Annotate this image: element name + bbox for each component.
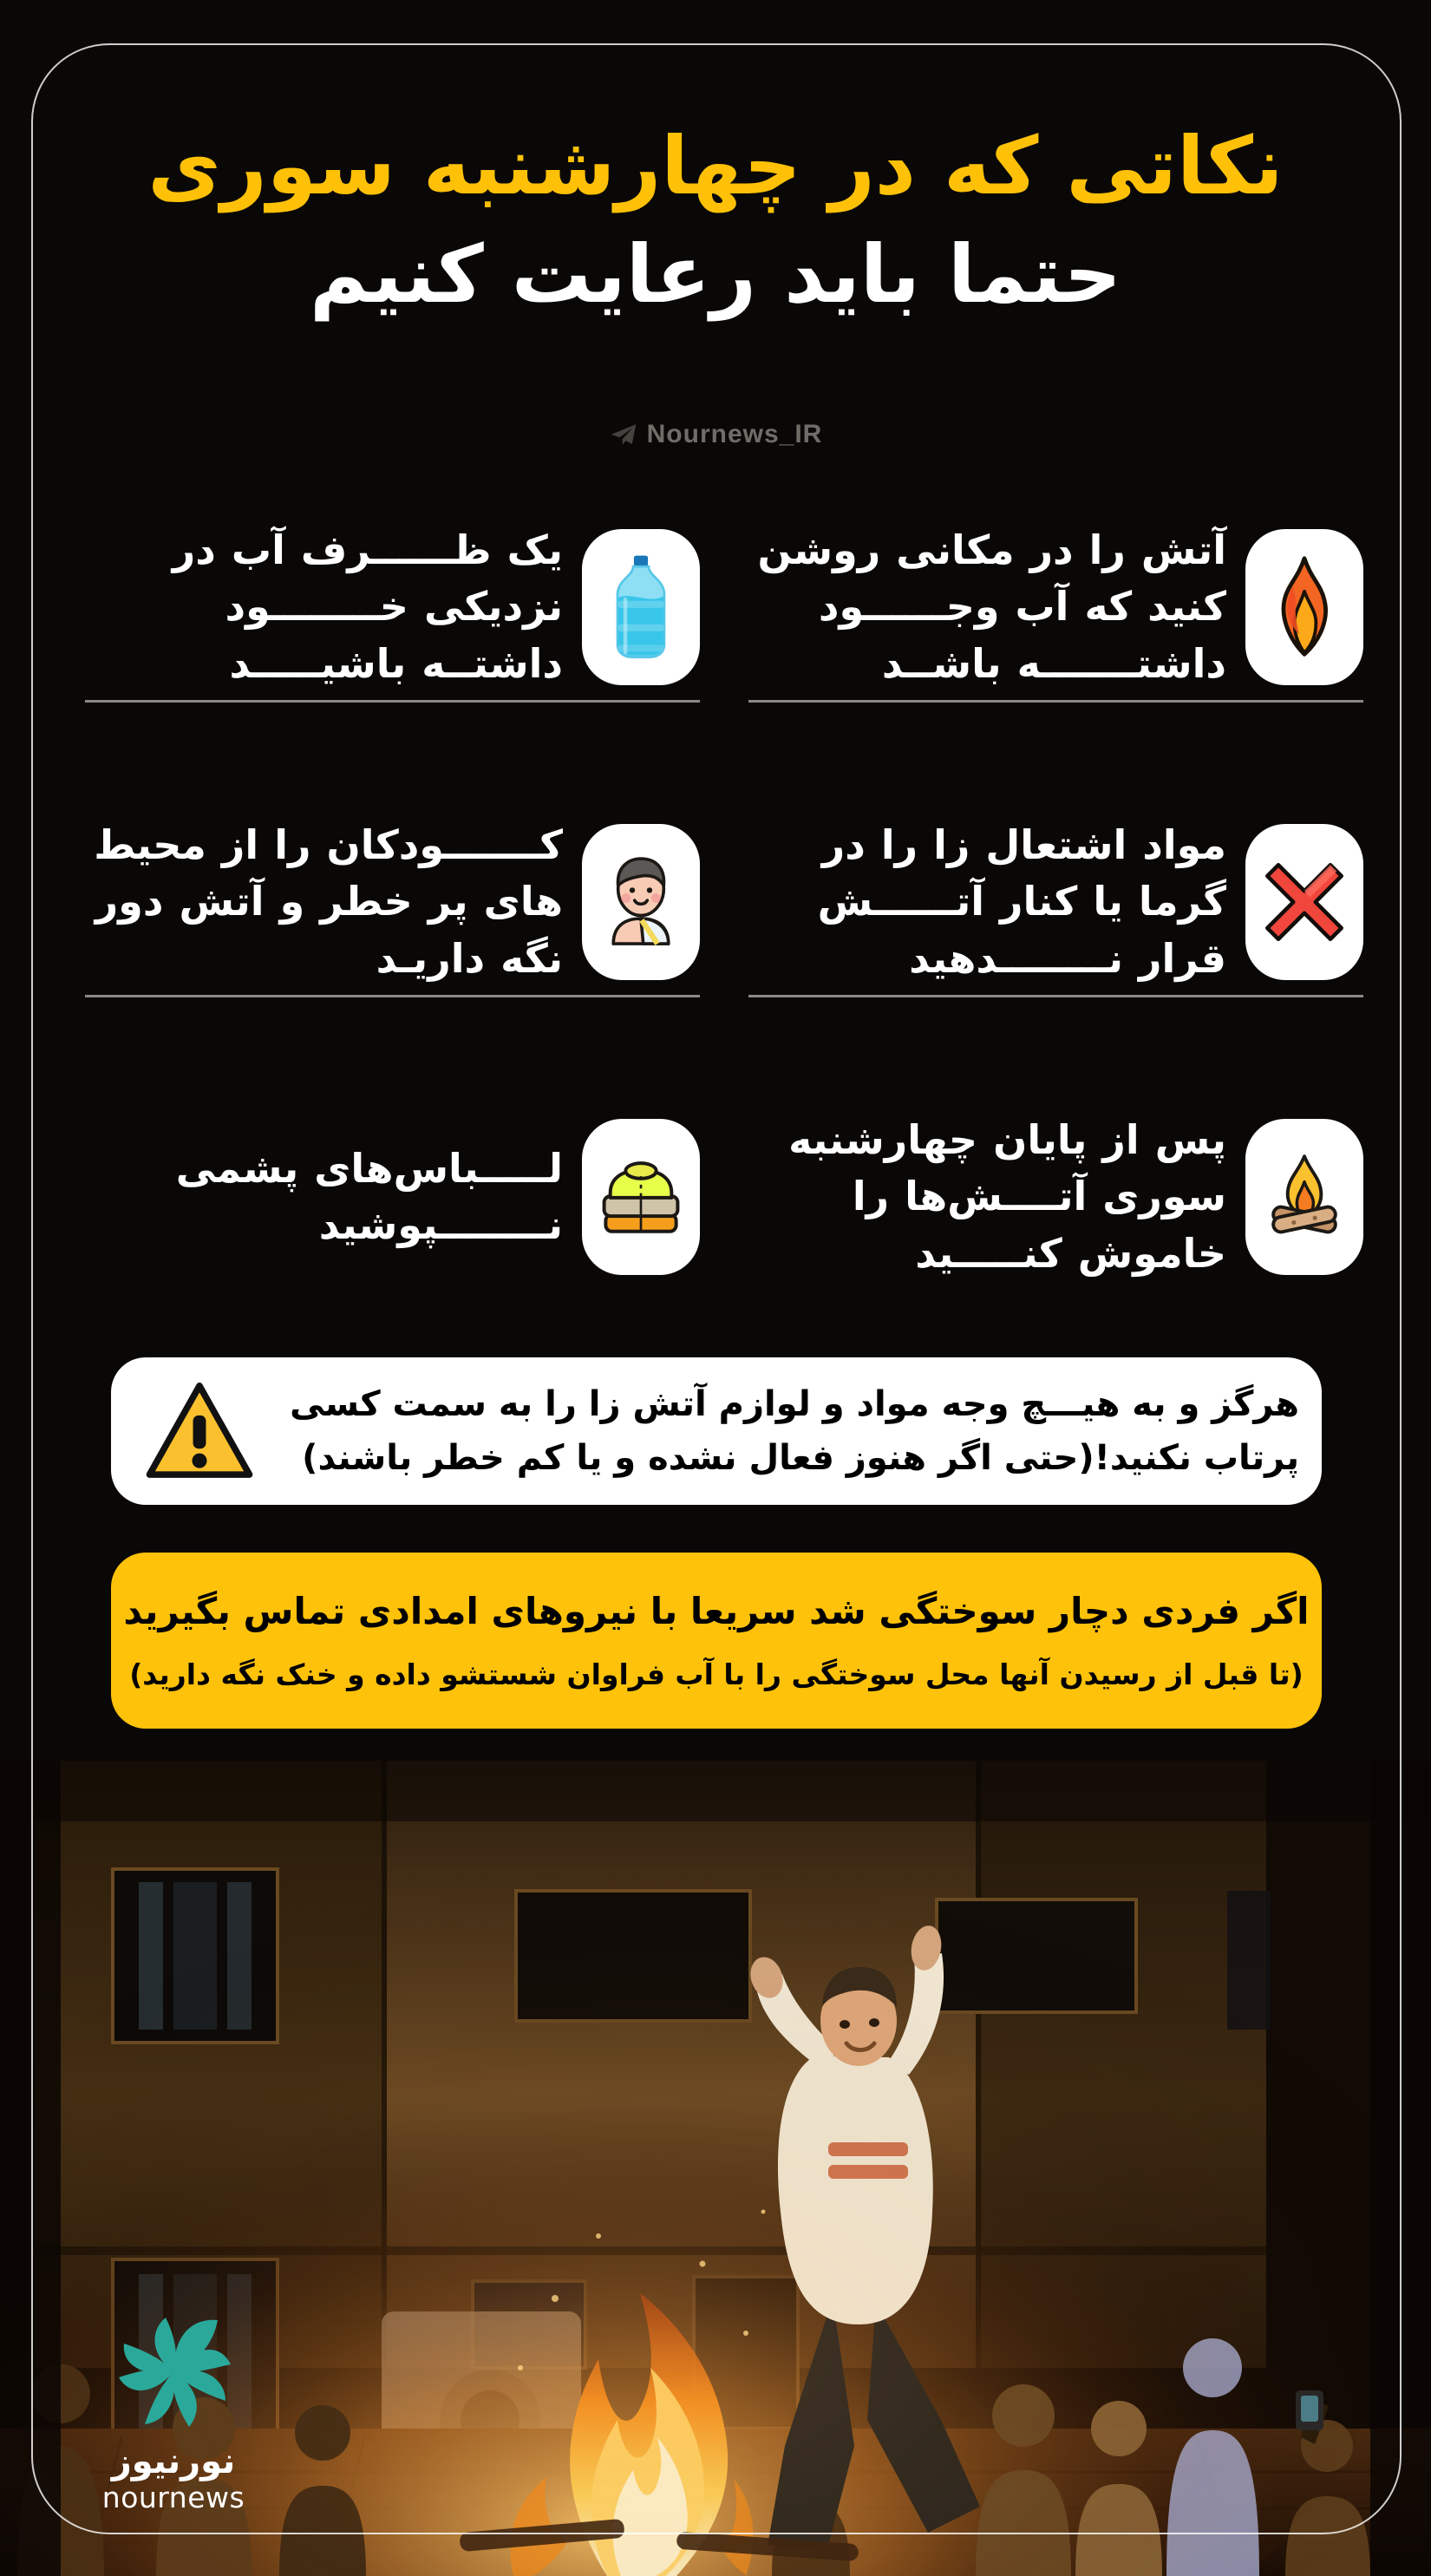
warning-banner-text: هرگز و به هیـــچ وجه مواد و لوازم آتش زا را به سمت کسی پرتاب نکنید!(حتی اگر هنوز فعال نشده و یا کم خطر باشند) <box>290 1384 1299 1478</box>
emergency-banner-main-text: اگر فردی دچار سوختگی شد سریعا با نیروهای امدادی تماس بگیرید <box>123 1590 1310 1632</box>
tips-grid <box>52 460 1379 1344</box>
warning-banner <box>111 1357 1322 1505</box>
tip-text: لـــــباس‌های پشمی نــــــــپوشید <box>175 1144 563 1248</box>
fire-flame-icon <box>1245 529 1363 685</box>
tip-item-extinguish-fire <box>716 1049 1379 1344</box>
watermark-label: Nournews_IR <box>646 420 823 448</box>
water-bottle-icon <box>582 529 700 685</box>
emergency-banner <box>111 1553 1322 1729</box>
tip-item-keep-children-away <box>52 755 716 1049</box>
tip-text: آتش را در مکانی روشن کنید که آب وجــــــود داشتـــــــه باشــد <box>757 526 1226 687</box>
title-line-1: نکاتی که در چهارشنبه سوری <box>147 120 1284 212</box>
tip-item-water-container <box>52 460 716 755</box>
folded-clothes-icon <box>582 1119 700 1275</box>
emergency-banner-sub-text: (تا قبل از رسیدن آنها محل سوختگی را با آب فراوان شستشو داده و خنک نگه دارید) <box>129 1657 1304 1691</box>
warning-triangle-icon <box>142 1375 257 1487</box>
channel-watermark <box>0 420 1431 449</box>
tip-text: پس از پایان چهارشنبه سوری آتــــش‌ها را خاموش کنـــــید <box>788 1116 1226 1277</box>
tip-item-no-flammables <box>716 755 1379 1049</box>
paper-plane-icon <box>609 423 638 446</box>
red-cross-icon <box>1245 824 1363 980</box>
campfire-icon <box>1245 1119 1363 1275</box>
tip-text: کـــــــودکان را از محیط های پر خطر و آتش دور نگه داریـد <box>94 821 563 982</box>
logo-name-fa: نورنیوز <box>111 2442 236 2481</box>
logo-name-en: nournews <box>101 2481 245 2514</box>
tip-text: یک ظــــــرف آب در نزدیکی خــــــــود داشتــه باشیـــــد <box>172 526 563 687</box>
title-line-2: حتما باید رعایت کنیم <box>310 228 1121 322</box>
tip-item-no-wool-clothes <box>52 1049 716 1344</box>
nournews-logo <box>69 2307 278 2514</box>
child-icon <box>582 824 700 980</box>
page-title <box>0 120 1431 322</box>
tip-item-fire-place <box>716 460 1379 755</box>
nournews-swirl-logo-icon <box>108 2307 238 2437</box>
tip-text: مواد اشتعال زا را در گرما یا کنار آتــــــش قرار نــــــــدهید <box>817 821 1226 982</box>
